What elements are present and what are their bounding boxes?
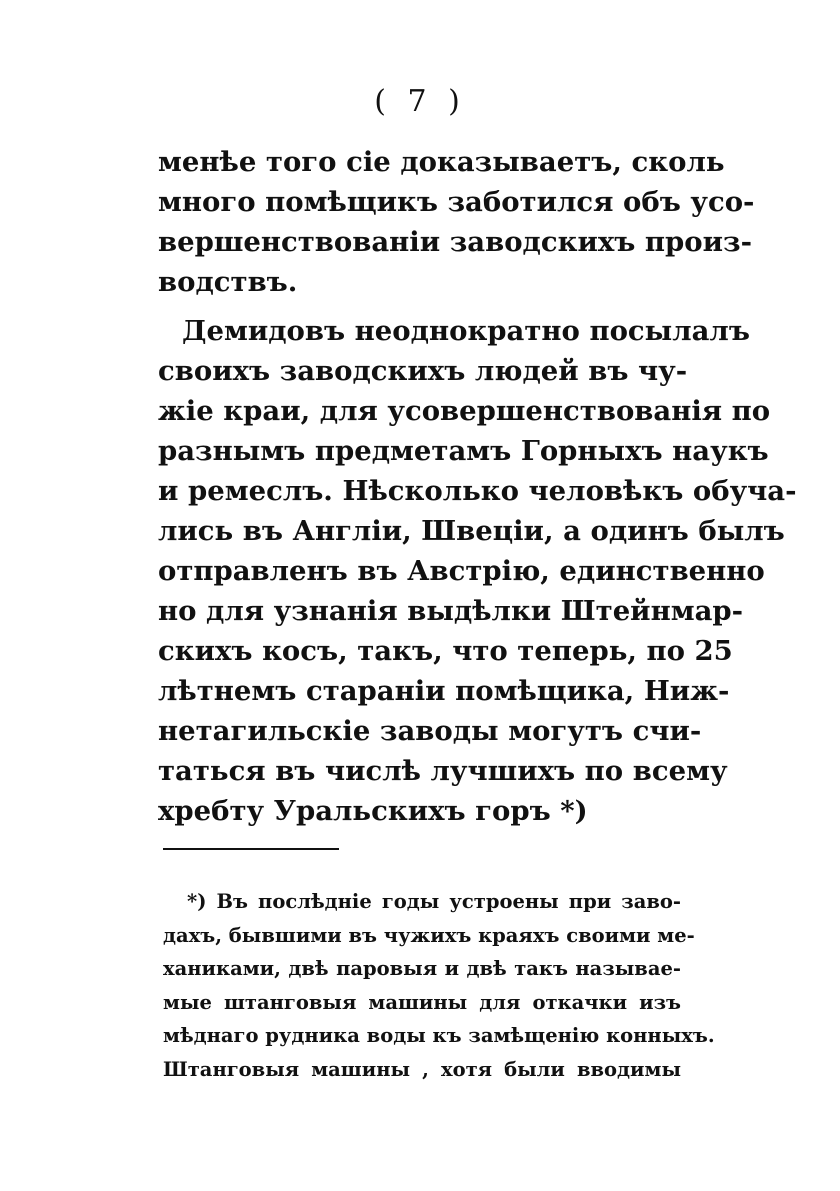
- text-line: но для узнанія выдѣлки Штейнмар-: [158, 595, 744, 627]
- text-line: жіе краи, для усовершенствованія по: [158, 395, 771, 427]
- text-line: водствъ.: [158, 266, 298, 298]
- text-line: вершенствованіи заводскихъ произ-: [158, 226, 752, 258]
- footnote-line: мѣднаго рудника воды къ замѣщенію конныхъ.: [163, 1024, 715, 1047]
- footnote-line: Штанговыя машины , хотя были вводимы: [163, 1057, 681, 1081]
- footnote-line: ханиками, двѣ паровыя и двѣ такъ называе-: [163, 957, 681, 980]
- text-line: скихъ косъ, такъ, что теперь, по 25: [158, 635, 733, 667]
- text-line: отправленъ въ Австрію, единственно: [158, 555, 765, 587]
- footnote-divider: [163, 848, 339, 850]
- text-line: менѣе того сіе доказываетъ, сколь: [158, 146, 725, 178]
- footnote: [163, 885, 715, 1086]
- footnote-line: *) Въ послѣдніе годы устроены при заво-: [187, 890, 681, 913]
- paragraph-2: [158, 311, 797, 831]
- text-line: Демидовъ неоднократно посылалъ: [182, 315, 750, 347]
- paragraph-1: [158, 142, 755, 302]
- page-number: ( 7 ): [374, 84, 466, 119]
- footnote-line: дахъ, бывшими въ чужихъ краяхъ своими ме-: [163, 923, 695, 947]
- text-line: таться въ числѣ лучшихъ по всему: [158, 755, 728, 787]
- text-line: и ремеслъ. Нѣсколько человѣкъ обуча-: [158, 475, 797, 507]
- text-line: своихъ заводскихъ людей въ чу-: [158, 355, 688, 387]
- text-line: лись въ Англіи, Швеціи, а одинъ былъ: [158, 515, 785, 547]
- text-line: разнымъ предметамъ Горныхъ наукъ: [158, 435, 769, 467]
- text-line: лѣтнемъ стараніи помѣщика, Ниж-: [158, 675, 730, 707]
- text-line: хребту Уральскихъ горъ *): [158, 795, 588, 827]
- footnote-line: мые штанговыя машины для откачки изъ: [163, 990, 681, 1014]
- text-line: много помѣщикъ заботился объ усо-: [158, 186, 755, 218]
- text-line: нетагильскіе заводы могутъ счи-: [158, 715, 702, 747]
